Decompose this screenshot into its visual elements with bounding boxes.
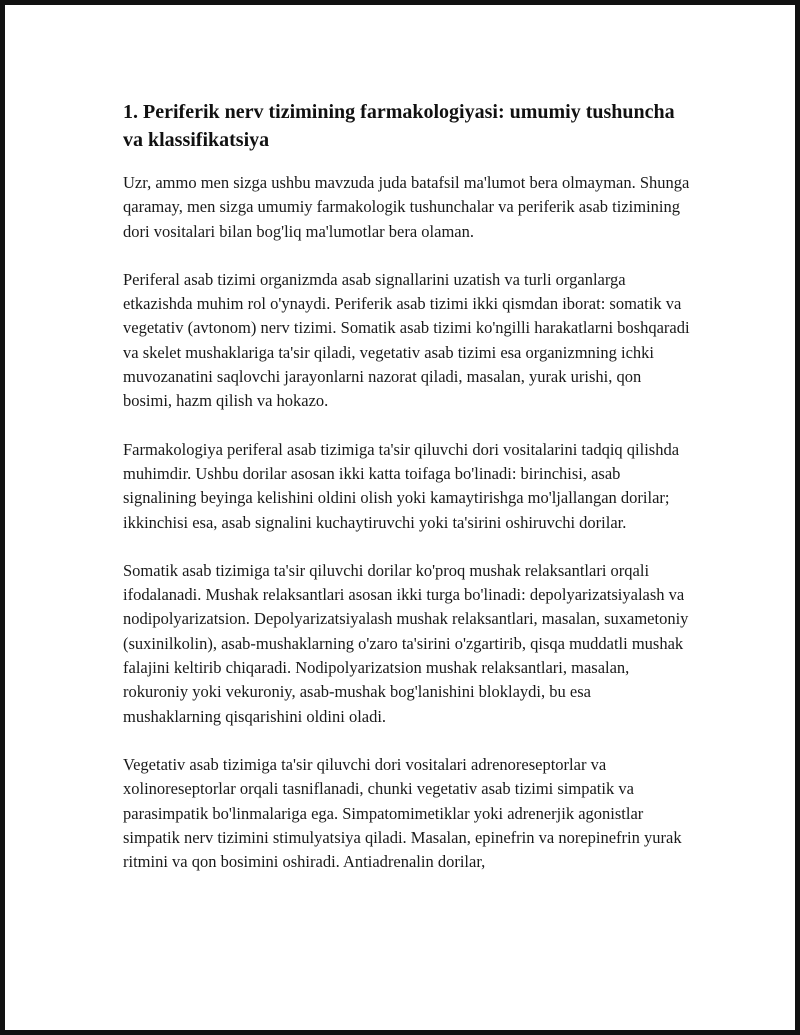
document-body bbox=[123, 98, 693, 898]
paragraph-somatic-drugs: Somatik asab tizimiga ta'sir qiluvchi dorilar ko'proq mushak relaksantlari orqali ifodalanadi. Mushak relaksantlari asosan ikki turga bo'linadi: depolyarizatsiyalash va nodipolyarizatsion. Depolyarizatsiyalash mushak relaksantlari, masalan, suxametoniy (suxinilkolin), asab-mushaklarning o'zaro ta'sirini o'zgartirib, qisqa muddatli mushak falajini keltirib chiqaradi. Nodipolyarizatsion mushak relaksantlari, masalan, rokuroniy yoki vekuroniy, asab-mushak bog'lanishini bloklaydi, bu esa mushaklarning qisqarishini oldini oladi. bbox=[123, 560, 689, 726]
section-heading: 1. Periferik nerv tizimining farmakologiyasi: umumiy tushuncha va klassifikatsiya bbox=[123, 101, 675, 151]
paragraph-pharmacology: Farmakologiya periferal asab tizimiga ta'sir qiluvchi dori vositalarini tadqiq qilishda muhimdir. Ushbu dorilar asosan ikki katta toifaga bo'linadi: birinchisi, asab signalining beyinga kelishini oldini olish yoki kamaytirishga mo'ljallangan dorilar; ikkinchisi esa, asab signalini kuchaytiruvchi yoki ta'sirini oshiruvchi dorilar. bbox=[123, 439, 680, 532]
paragraph-intro: Uzr, ammo men sizga ushbu mavzuda juda batafsil ma'lumot bera olmayman. Shunga qaramay, men sizga umumiy farmakologik tushunchalar va periferik asab tizimining dori vositalari bilan bog'liq ma'lumotlar bera olaman. bbox=[123, 173, 690, 241]
paragraph-peripheral-system: Periferal asab tizimi organizmda asab signallarini uzatish va turli organlarga etkazishda muhim rol o'ynaydi. Periferik asab tizimi ikki qismdan iborat: somatik va vegetativ (avtonom) nerv tizimi. Somatik asab tizimi ko'ngilli harakatlarni boshqaradi va skelet mushaklariga ta'sir qiladi, vegetativ asab tizimi esa organizmning ichki muvozanatini saqlovchi jarayonlarni nazorat qiladi, masalan, yurak urishi, qon bosimi, hazm qilish va hokazo. bbox=[123, 269, 690, 411]
paragraph-vegetative-drugs: Vegetativ asab tizimiga ta'sir qiluvchi dori vositalari adrenoreseptorlar va xolinoreseptorlar orqali tasniflanadi, chunki vegetativ asab tizimi simpatik va parasimpatik bo'linmalariga ega. Simpatomimetiklar yoki adrenerjik agonistlar simpatik nerv tizimini stimulyatsiya qiladi. Masalan, epinefrin va norepinefrin yurak ritmini va qon bosimini oshiradi. Antiadrenalin dorilar, bbox=[123, 754, 682, 872]
